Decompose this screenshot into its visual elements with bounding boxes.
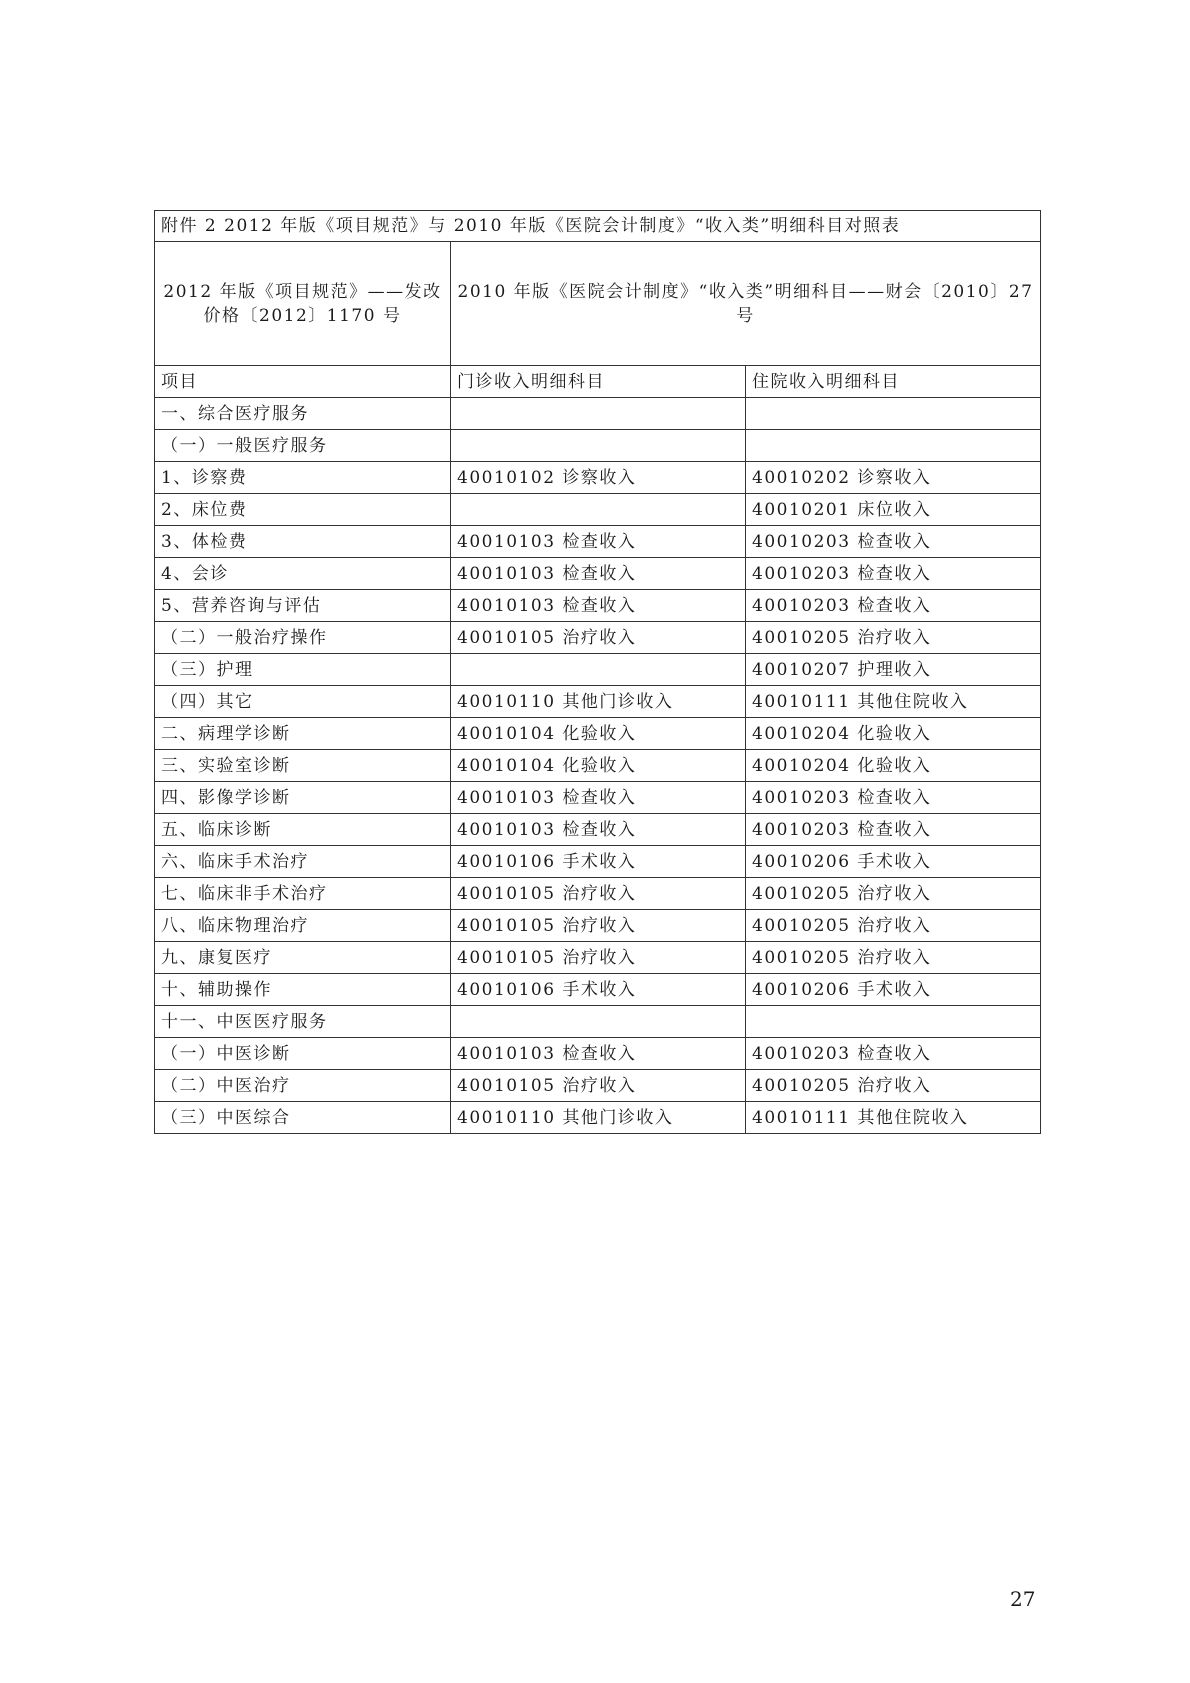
- column-header-row: [155, 366, 1041, 398]
- table-row: [155, 942, 1041, 974]
- cell-item: 1、诊察费: [155, 462, 451, 494]
- table-row: [155, 718, 1041, 750]
- cell-outpatient: [451, 430, 746, 462]
- comparison-table: [154, 210, 1041, 1134]
- cell-inpatient: 40010205 治疗收入: [746, 910, 1041, 942]
- cell-outpatient: 40010103 检查收入: [451, 590, 746, 622]
- cell-item: （四）其它: [155, 686, 451, 718]
- cell-outpatient: 40010102 诊察收入: [451, 462, 746, 494]
- cell-inpatient: 40010206 手术收入: [746, 846, 1041, 878]
- cell-item: 2、床位费: [155, 494, 451, 526]
- cell-inpatient: 40010206 手术收入: [746, 974, 1041, 1006]
- cell-outpatient: 40010104 化验收入: [451, 750, 746, 782]
- column-header-inpatient: 住院收入明细科目: [746, 366, 1041, 398]
- cell-outpatient: 40010103 检查收入: [451, 782, 746, 814]
- cell-outpatient: [451, 398, 746, 430]
- cell-outpatient: 40010105 治疗收入: [451, 878, 746, 910]
- table-row: [155, 782, 1041, 814]
- table-row: [155, 494, 1041, 526]
- cell-inpatient: 40010202 诊察收入: [746, 462, 1041, 494]
- cell-inpatient: 40010203 检查收入: [746, 1038, 1041, 1070]
- cell-inpatient: 40010111 其他住院收入: [746, 1102, 1041, 1134]
- table-row: [155, 622, 1041, 654]
- table-row: [155, 974, 1041, 1006]
- cell-outpatient: 40010103 检查收入: [451, 1038, 746, 1070]
- cell-item: （一）一般医疗服务: [155, 430, 451, 462]
- column-header-item: 项目: [155, 366, 451, 398]
- cell-outpatient: 40010105 治疗收入: [451, 910, 746, 942]
- cell-outpatient: 40010110 其他门诊收入: [451, 686, 746, 718]
- cell-inpatient: 40010205 治疗收入: [746, 878, 1041, 910]
- cell-outpatient: 40010104 化验收入: [451, 718, 746, 750]
- cell-item: 十一、中医医疗服务: [155, 1006, 451, 1038]
- cell-outpatient: [451, 1006, 746, 1038]
- cell-item: 二、病理学诊断: [155, 718, 451, 750]
- cell-inpatient: 40010201 床位收入: [746, 494, 1041, 526]
- table-row: [155, 462, 1041, 494]
- cell-item: 三、实验室诊断: [155, 750, 451, 782]
- cell-item: （一）中医诊断: [155, 1038, 451, 1070]
- page-number: 27: [1010, 1587, 1036, 1611]
- table-row: [155, 846, 1041, 878]
- table-row: [155, 398, 1041, 430]
- table-row: [155, 1102, 1041, 1134]
- cell-item: （二）中医治疗: [155, 1070, 451, 1102]
- cell-outpatient: 40010105 治疗收入: [451, 1070, 746, 1102]
- cell-outpatient: 40010105 治疗收入: [451, 942, 746, 974]
- table-row: [155, 1070, 1041, 1102]
- cell-item: （二）一般治疗操作: [155, 622, 451, 654]
- table-header-row: [155, 242, 1041, 366]
- cell-item: 七、临床非手术治疗: [155, 878, 451, 910]
- cell-outpatient: 40010103 检查收入: [451, 814, 746, 846]
- cell-item: 5、营养咨询与评估: [155, 590, 451, 622]
- table-row: [155, 1006, 1041, 1038]
- table-row: [155, 1038, 1041, 1070]
- header-left: 2012 年版《项目规范》——发改价格〔2012〕1170 号: [155, 242, 451, 366]
- cell-item: 一、综合医疗服务: [155, 398, 451, 430]
- cell-inpatient: 40010207 护理收入: [746, 654, 1041, 686]
- cell-inpatient: 40010204 化验收入: [746, 718, 1041, 750]
- cell-item: 3、体检费: [155, 526, 451, 558]
- cell-item: （三）护理: [155, 654, 451, 686]
- cell-inpatient: 40010203 检查收入: [746, 590, 1041, 622]
- cell-item: 四、影像学诊断: [155, 782, 451, 814]
- cell-inpatient: 40010205 治疗收入: [746, 942, 1041, 974]
- table-row: [155, 814, 1041, 846]
- cell-item: 五、临床诊断: [155, 814, 451, 846]
- table-title-row: [155, 211, 1041, 242]
- cell-item: 十、辅助操作: [155, 974, 451, 1006]
- table-title: 附件 2 2012 年版《项目规范》与 2010 年版《医院会计制度》“收入类”明细科目对照表: [155, 211, 1041, 242]
- cell-inpatient: 40010203 检查收入: [746, 526, 1041, 558]
- cell-outpatient: 40010106 手术收入: [451, 974, 746, 1006]
- cell-outpatient: 40010106 手术收入: [451, 846, 746, 878]
- cell-outpatient: [451, 494, 746, 526]
- table-body: [155, 211, 1041, 1134]
- cell-inpatient: 40010111 其他住院收入: [746, 686, 1041, 718]
- cell-item: 八、临床物理治疗: [155, 910, 451, 942]
- table-row: [155, 750, 1041, 782]
- table-row: [155, 910, 1041, 942]
- table-row: [155, 526, 1041, 558]
- table-row: [155, 654, 1041, 686]
- table-row: [155, 558, 1041, 590]
- cell-outpatient: 40010103 检查收入: [451, 558, 746, 590]
- cell-item: （三）中医综合: [155, 1102, 451, 1134]
- header-right: 2010 年版《医院会计制度》“收入类”明细科目——财会〔2010〕27 号: [451, 242, 1041, 366]
- cell-item: 九、康复医疗: [155, 942, 451, 974]
- cell-outpatient: [451, 654, 746, 686]
- cell-inpatient: [746, 430, 1041, 462]
- table-row: [155, 430, 1041, 462]
- cell-inpatient: [746, 1006, 1041, 1038]
- cell-outpatient: 40010105 治疗收入: [451, 622, 746, 654]
- cell-inpatient: 40010203 检查收入: [746, 558, 1041, 590]
- cell-inpatient: [746, 398, 1041, 430]
- cell-outpatient: 40010103 检查收入: [451, 526, 746, 558]
- cell-item: 4、会诊: [155, 558, 451, 590]
- cell-inpatient: 40010205 治疗收入: [746, 1070, 1041, 1102]
- cell-inpatient: 40010203 检查收入: [746, 782, 1041, 814]
- cell-inpatient: 40010204 化验收入: [746, 750, 1041, 782]
- cell-item: 六、临床手术治疗: [155, 846, 451, 878]
- cell-inpatient: 40010205 治疗收入: [746, 622, 1041, 654]
- cell-inpatient: 40010203 检查收入: [746, 814, 1041, 846]
- table-row: [155, 878, 1041, 910]
- cell-outpatient: 40010110 其他门诊收入: [451, 1102, 746, 1134]
- table-row: [155, 590, 1041, 622]
- table-row: [155, 686, 1041, 718]
- column-header-outpatient: 门诊收入明细科目: [451, 366, 746, 398]
